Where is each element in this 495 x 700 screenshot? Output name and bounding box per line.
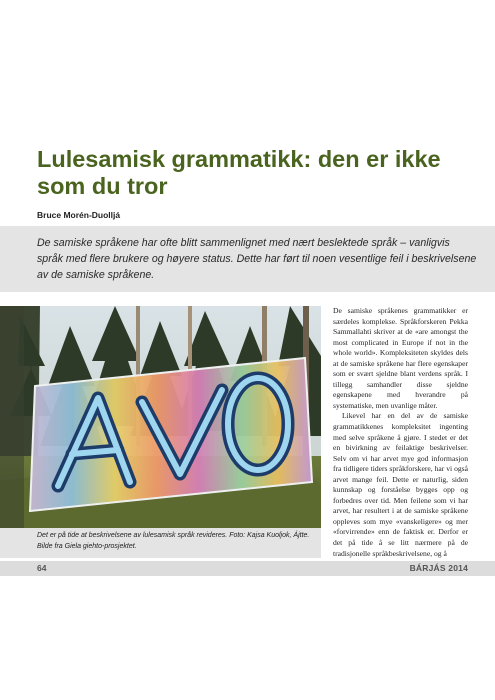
body-paragraph: De samiske språkenes grammatikker er særdeles komplekse. Språkforskeren Pekka Sammallahti skriver at de «are amongst the most complicated in Europe if not in the whole world». Kompleksiteten skyldes dels at de samiske språkene har flere egenskaper som er svært sjeldne blant verdens språk. I tillegg samhandler disse sjeldne egenskapene med hverandre på systematiske, men uvanlige måter. [333, 306, 468, 410]
article-photo [0, 306, 321, 528]
photo-caption: Det er på tide at beskrivelsene av lulesamisk språk revideres. Foto: Kajsa Kuoljok, Ájtte. Bilde fra Giela giehto-prosjektet. [37, 532, 310, 550]
page-number: 64 [37, 563, 47, 573]
author-name: Bruce Morén-Duolljá [37, 210, 121, 220]
article-title: Lulesamisk grammatikk: den er ikke som du tror [37, 146, 441, 199]
body-column [333, 306, 468, 559]
lead-paragraph: De samiske språkene har ofte blitt sammenlignet med nært beslektede språk – vanligvis språk med flere brukere og høyere status. Dette har ført til noen vesentlige feil i beskrivelsene av de samiske språkene. [37, 237, 477, 281]
body-paragraph: Likevel har en del av de samiske grammatikkenes kompleksitet ingenting med selve språkene å gjøre. I stedet er det en bivirkning av feilaktige beskrivelser. Selv om vi har arvet mye god informasjon fra tidligere tiders språkforskere, har vi også arvet mange feil. Dette er naturlig, siden kunnskap og forståelse bygges opp og forbedres over tid. Men feilene som vi har arvet, har resultert i at de samiske språkene oppleves som mye «vanskeligere» og mer «forvirrende» enn de faktisk er. Derfor er det på tide å se litt nærmere på de tradisjonelle språkbeskrivelsene, og å [333, 411, 468, 558]
magazine-name: BÁRJÁS 2014 [409, 563, 468, 573]
